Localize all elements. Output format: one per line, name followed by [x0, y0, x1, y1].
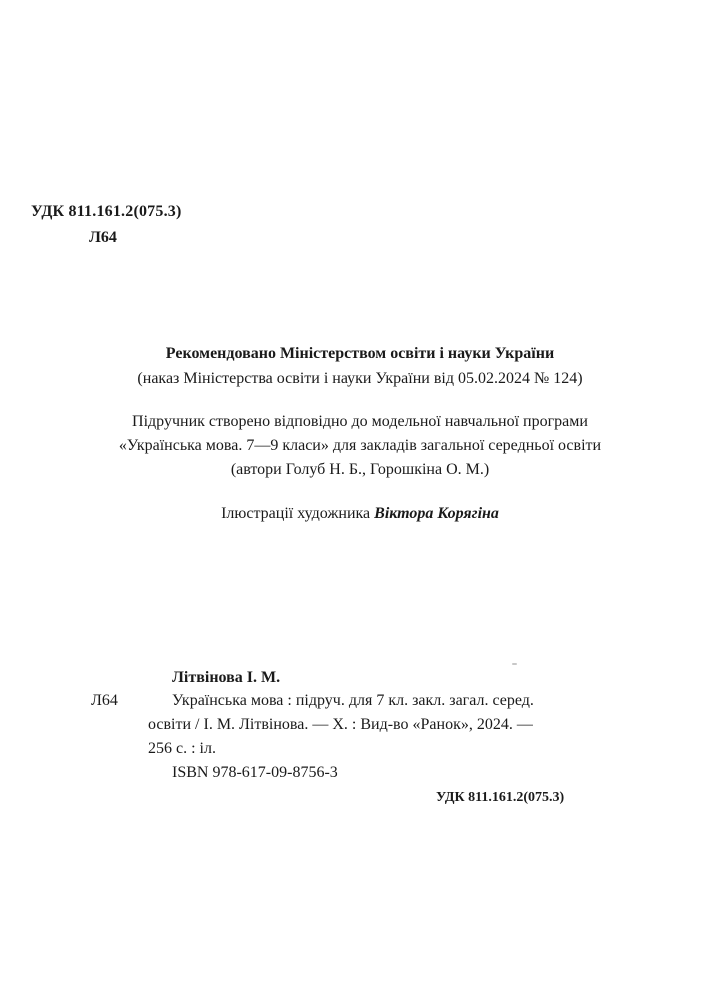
program-line-2: «Українська мова. 7—9 класи» для закладів загальної середньої освіти [118, 437, 602, 454]
paper-speck [512, 663, 517, 665]
udk-code: УДК 811.161.2(075.3) [31, 203, 182, 220]
bib-isbn: ISBN 978-617-09-8756-3 [172, 764, 338, 781]
udk-author-mark: Л64 [89, 229, 117, 246]
bib-line-3: 256 с. : іл. [148, 740, 216, 757]
recommendation-order: (наказ Міністерства освіти і науки України від 05.02.2024 № 124) [137, 370, 583, 387]
illustrations-artist: Віктора Корягіна [374, 505, 499, 522]
recommendation-title: Рекомендовано Міністерством освіти і науки України [165, 345, 555, 362]
bib-line-1: Українська мова : підруч. для 7 кл. закл. загал. серед. [172, 692, 534, 709]
illustrations-prefix: Ілюстрації художника [221, 505, 375, 522]
program-line-3: (автори Голуб Н. Б., Горошкіна О. М.) [230, 461, 490, 478]
bib-line-2: освіти / І. М. Літвінова. — Х. : Вид-во «Ранок», 2024. — [148, 716, 533, 733]
bib-udk: УДК 811.161.2(075.3) [436, 790, 565, 805]
bib-mark: Л64 [91, 692, 118, 709]
illustrations-credit [0, 505, 720, 523]
bib-author: Літвінова І. М. [172, 669, 281, 686]
program-line-1: Підручник створено відповідно до модельної навчальної програми [132, 413, 588, 430]
